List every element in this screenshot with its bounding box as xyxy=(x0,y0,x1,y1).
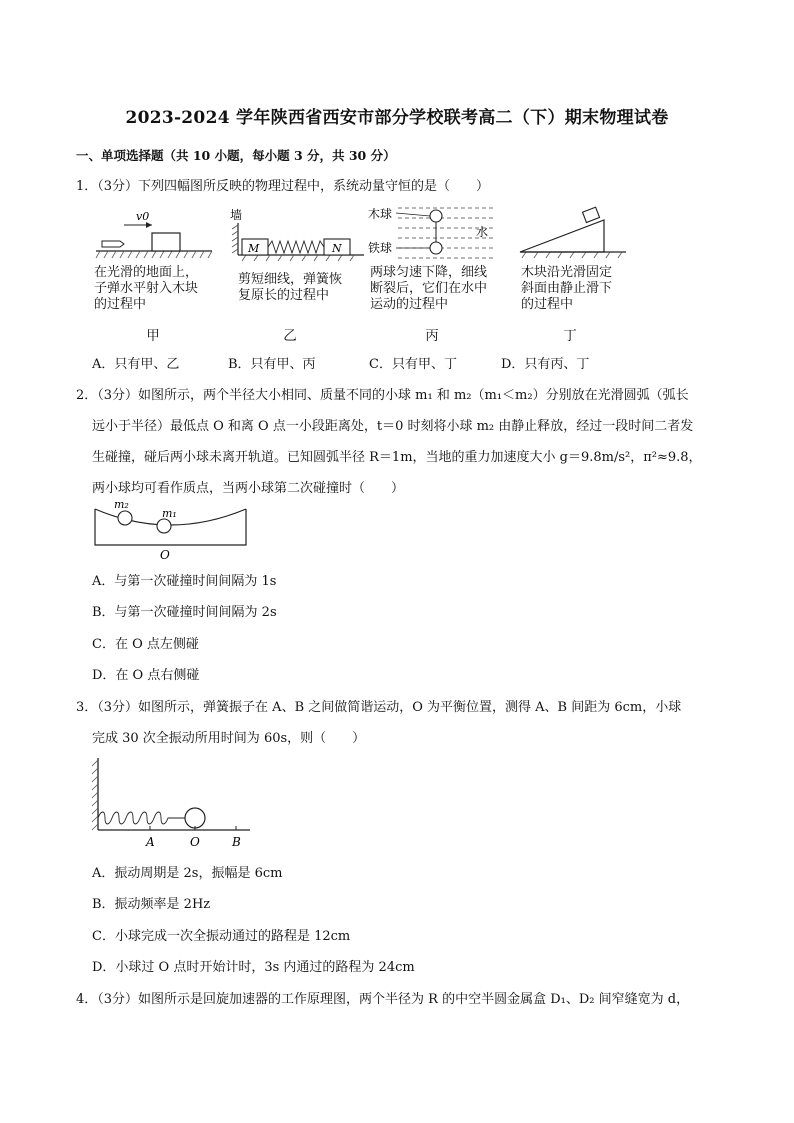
label-bing: 丙 xyxy=(425,328,439,344)
q1-option-d[interactable]: D．只有丙、丁 xyxy=(501,357,590,372)
figure-q3-spring xyxy=(90,756,260,852)
water-label: 水 xyxy=(476,225,489,239)
label-yi: 乙 xyxy=(283,328,297,344)
caption-yi: 剪短细线，弹簧恢 复原长的过程中 xyxy=(238,272,343,303)
q2-option-a[interactable]: A．与第一次碰撞时间间隔为 1s xyxy=(92,574,277,589)
q3-option-a[interactable]: A．振动周期是 2s，振幅是 6cm xyxy=(92,866,283,881)
q3-option-b[interactable]: B．振动频率是 2Hz xyxy=(92,897,211,912)
q3-stem-line-1: 3．（3分）如图所示，弹簧振子在 A、B 之间做简谐运动，O 为平衡位置，测得 A、B 间距为 6cm，小球 xyxy=(76,700,682,715)
point-b-label: B xyxy=(232,835,241,849)
figure-yi xyxy=(228,203,368,263)
page-title: 2023-2024 学年陕西省西安市部分学校联考高二（下）期末物理试卷 xyxy=(125,108,669,128)
figure-ding xyxy=(518,206,630,262)
q2-option-c[interactable]: C．在 O 点左侧碰 xyxy=(92,637,199,652)
figure-bing xyxy=(368,202,498,264)
point-a-label: A xyxy=(146,835,155,849)
q2-stem-line-4: 两小球均可看作质点，当两小球第二次碰撞时（ ） xyxy=(92,481,405,496)
q2-stem-line-2: 远小于半径）最低点 O 和离 O 点一小段距离处，t＝0 时刻将小球 m₂ 由静止释放，经过一段时间二者发 xyxy=(92,419,694,434)
caption-ding: 木块沿光滑固定 斜面由静止滑下 的过程中 xyxy=(521,265,613,312)
q1-stem: 1．（3分）下列四幅图所反映的物理过程中，系统动量守恒的是（ ） xyxy=(76,179,490,194)
wall-label: 墙 xyxy=(230,208,243,222)
block-n-label: N xyxy=(332,242,342,255)
block-m-label: M xyxy=(248,242,260,255)
m1-label: m₁ xyxy=(162,507,177,520)
wood-ball-label: 木球 xyxy=(368,207,393,221)
m2-label: m₂ xyxy=(114,498,129,511)
q4-stem-line-1: 4．（3分）如图所示是回旋加速器的工作原理图，两个半径为 R 的中空半圆金属盒 D₁、D₂ 间窄缝宽为 d， xyxy=(76,992,690,1007)
q3-option-d[interactable]: D．小球过 O 点时开始计时，3s 内通过的路程为 24cm xyxy=(92,960,415,975)
o-label: O xyxy=(160,548,170,562)
q1-option-b[interactable]: B．只有甲、丙 xyxy=(228,357,316,372)
label-jia: 甲 xyxy=(146,328,160,344)
q3-option-c[interactable]: C．小球完成一次全振动通过的路程是 12cm xyxy=(92,929,351,944)
iron-ball-label: 铁球 xyxy=(368,241,393,255)
caption-bing: 两球匀速下降，细线 断裂后，它们在水中 运动的过程中 xyxy=(370,265,488,312)
figure-jia xyxy=(94,203,214,263)
q2-stem-line-3: 生碰撞，碰后两小球未离开轨道。已知圆弧半径 R＝1m，当地的重力加速度大小 g＝9.8m/s²，π²≈9.8， xyxy=(92,450,702,465)
q2-option-b[interactable]: B．与第一次碰撞时间间隔为 2s xyxy=(92,605,277,620)
figure-q2-arc xyxy=(92,497,252,563)
v0-label: v0 xyxy=(136,210,150,223)
caption-jia: 在光滑的地面上， 子弹水平射入木块 的过程中 xyxy=(94,265,199,312)
section-heading: 一、单项选择题（共 10 小题，每小题 3 分，共 30 分） xyxy=(76,148,396,163)
q2-option-d[interactable]: D．在 O 点右侧碰 xyxy=(92,668,200,683)
q2-stem-line-1: 2．（3分）如图所示，两个半径大小相同、质量不同的小球 m₁ 和 m₂（m₁＜m₂）分别放在光滑圆弧（弧长 xyxy=(76,388,689,403)
point-o-label: O xyxy=(190,835,200,849)
label-ding: 丁 xyxy=(563,328,577,344)
q1-option-a[interactable]: A．只有甲、乙 xyxy=(92,357,180,372)
q1-option-c[interactable]: C．只有甲、丁 xyxy=(369,357,457,372)
q3-stem-line-2: 完成 30 次全振动所用时间为 60s，则（ ） xyxy=(92,731,366,746)
